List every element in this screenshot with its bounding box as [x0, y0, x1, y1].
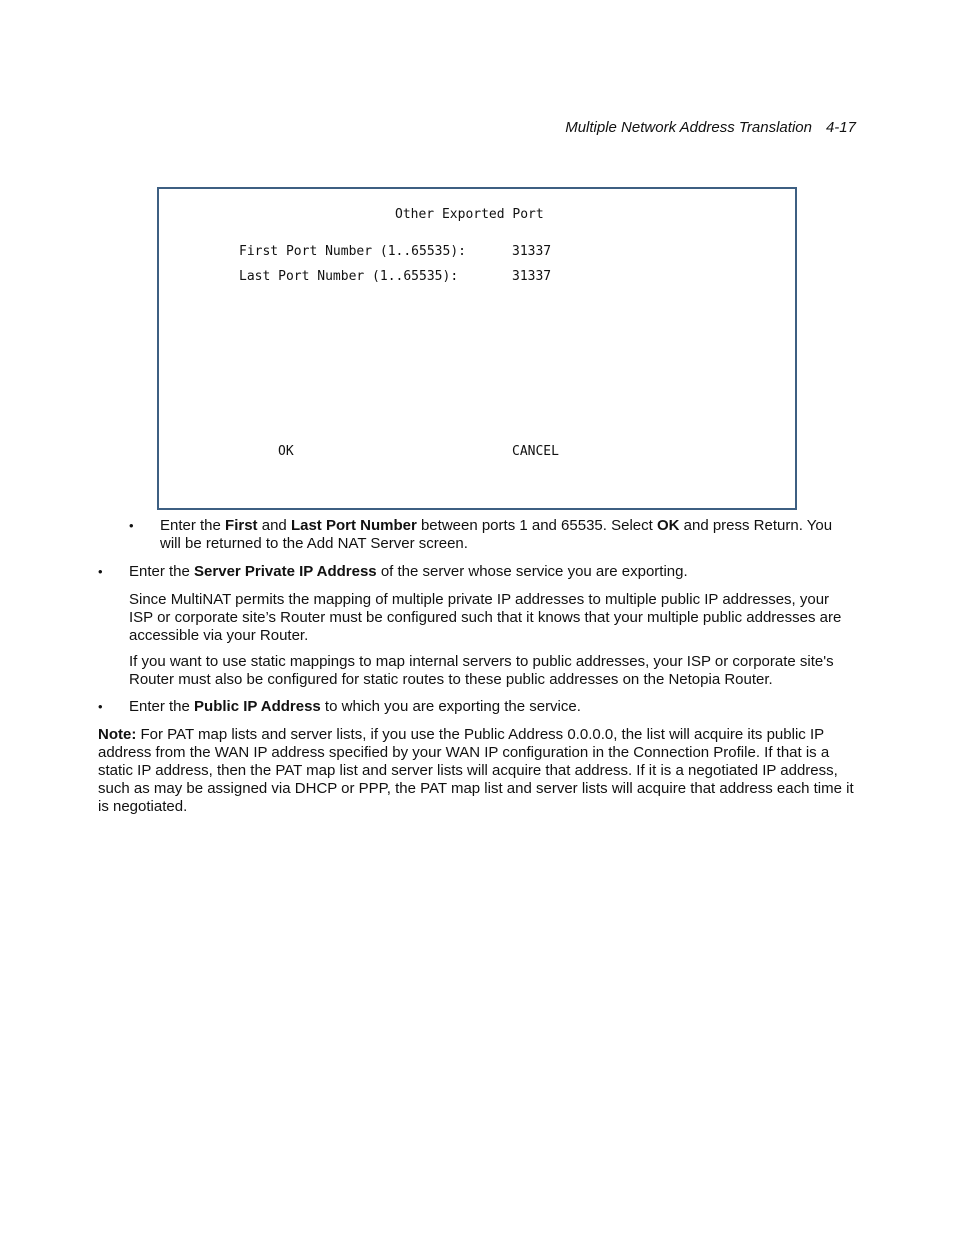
text-run: Enter the — [129, 563, 195, 580]
last-port-field[interactable]: 31337 — [512, 269, 552, 284]
port-instruction — [160, 517, 855, 553]
text-run: and press Return. You will be returned to the Add NAT Server screen. — [160, 517, 833, 552]
bullet-icon: • — [98, 699, 103, 714]
bold-term: Public IP Address — [194, 698, 321, 715]
first-port-field[interactable]: 31337 — [512, 244, 552, 259]
header-title: Multiple Network Address Translation — [565, 119, 812, 136]
bold-term: First — [225, 517, 258, 534]
public-ip-instruction — [129, 698, 855, 716]
bullet-icon: • — [98, 564, 103, 579]
bold-term: Last Port Number — [290, 517, 417, 534]
ok-button[interactable]: OK — [278, 444, 294, 459]
cancel-button[interactable]: CANCEL — [512, 444, 559, 459]
text-run: and — [257, 517, 291, 534]
text-run: to which you are exporting the service. — [320, 698, 581, 715]
note-label: Note: — [98, 726, 137, 743]
first-port-label: First Port Number (1..65535): — [239, 244, 466, 259]
bold-term: OK — [656, 517, 680, 534]
bold-term: Server Private IP Address — [194, 563, 377, 580]
text-run: between ports 1 and 65535. Select — [416, 517, 657, 534]
text-run: of the server whose service you are exporting. — [376, 563, 688, 580]
text-run: Enter the — [129, 698, 195, 715]
note-text: For PAT map lists and server lists, if you use the Public Address 0.0.0.0, the list will acquire its public IP address from the WAN IP address specified by your WAN IP configuration in the Connection Profile. If that is a static IP address, then the PAT map list and server lists will acquire that address. If it is a negotiated IP address, such as may be assigned via DHCP or PPP, the PAT map list and server lists will acquire that address each time it is negotiated. — [98, 726, 854, 815]
static-mapping-paragraph: If you want to use static mappings to map internal servers to public addresses, your ISP or corporate site's Router must also be configured for static routes to these public addresses on the Netopia Router. — [129, 653, 834, 688]
note-paragraph — [98, 726, 855, 816]
text-run: Enter the — [160, 517, 226, 534]
multinat-paragraph: Since MultiNAT permits the mapping of multiple private IP addresses to multiple public IP addresses, your ISP or corporate site’s Router must be configured such that it knows that your multiple public addresses are accessible via your Router. — [129, 591, 842, 644]
bullet-icon: • — [129, 518, 134, 533]
running-header — [565, 119, 856, 136]
page-number: 4-17 — [825, 119, 856, 136]
server-ip-instruction — [129, 563, 855, 581]
screen-title: Other Exported Port — [395, 207, 544, 222]
last-port-label: Last Port Number (1..65535): — [239, 269, 459, 284]
terminal-screen — [157, 187, 797, 510]
